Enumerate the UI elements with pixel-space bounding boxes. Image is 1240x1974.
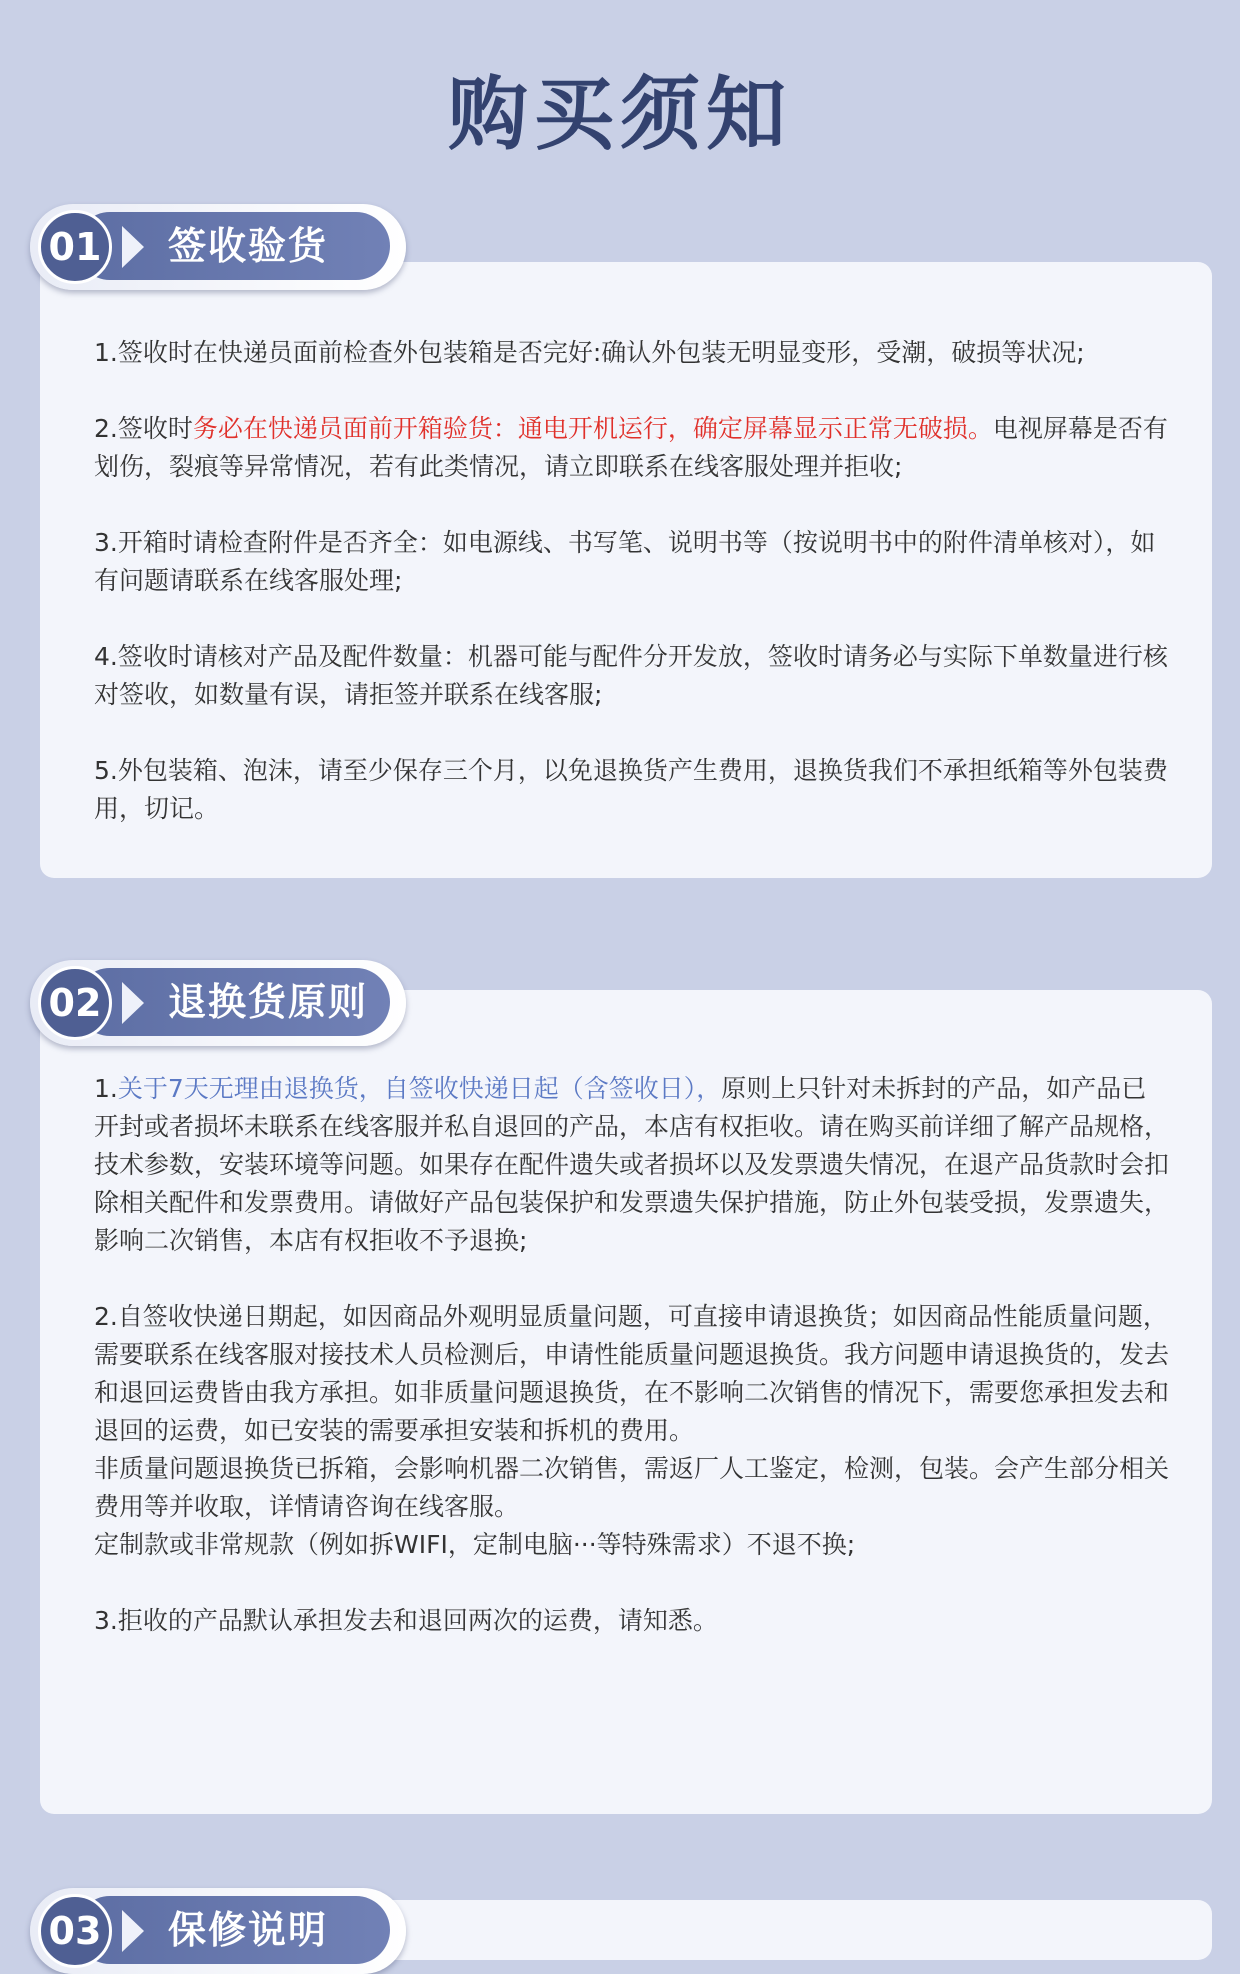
- list-item: 5.外包装箱、泡沫，请至少保存三个月，以免退换货产生费用，退换货我们不承担纸箱等外包装费用，切记。: [94, 756, 1168, 823]
- page-title: 购买须知: [448, 68, 792, 161]
- list-item: 非质量问题退换货已拆箱，会影响机器二次销售，需返厂人工鉴定，检测，包装。会产生部分相关费用等并收取，详情请咨询在线客服。: [94, 1454, 1170, 1521]
- highlight-text: 关于7天无理由退换货，自签收快递日起（含签收日），: [117, 1074, 722, 1103]
- list-item: 1.关于7天无理由退换货，自签收快递日起（含签收日），原则上只针对未拆封的产品，如产品已开封或者损坏未联系在线客服并私自退回的产品，本店有权拒收。请在购买前详细了解产品规格，技术参数，安装环境等问题。如果存在配件遗失或者损坏以及发票遗失情况，在退产品货款时会扣除相关配件和发票费用。请做好产品包装保护和发票遗失保护措施，防止外包装受损，发票遗失，影响二次销售，本店有权拒收不予退换;: [94, 1074, 1170, 1255]
- section-header-receiving: [30, 204, 406, 290]
- section-title: 签收验货: [168, 224, 329, 268]
- list-item: 4.签收时请核对产品及配件数量：机器可能与配件分开发放，签收时请务必与实际下单数量进行核对签收，如数量有误，请拒签并联系在线客服;: [94, 642, 1168, 709]
- list-item: 3.开箱时请检查附件是否齐全：如电源线、书写笔、说明书等（按说明书中的附件清单核对），如有问题请联系在线客服处理;: [94, 528, 1156, 595]
- section-title: 保修说明: [168, 1908, 329, 1952]
- section-content: [94, 1070, 1170, 1640]
- section-header-returns: [30, 960, 406, 1046]
- section-header-warranty: [30, 1888, 406, 1974]
- list-item: 定制款或非常规款（例如拆WIFI，定制电脑···等特殊需求）不退不换;: [94, 1530, 856, 1559]
- section-title: 退换货原则: [168, 980, 369, 1024]
- arrow-icon: [122, 1910, 144, 1952]
- section-card-returns: [40, 990, 1212, 1814]
- arrow-icon: [122, 982, 144, 1024]
- section-number: 03: [38, 1894, 112, 1968]
- arrow-icon: [122, 226, 144, 268]
- warning-text: 务必在快递员面前开箱验货：通电开机运行，确定屏幕显示正常无破损。: [192, 414, 993, 443]
- list-item: 1.签收时在快递员面前检查外包装箱是否完好:确认外包装无明显变形，受潮，破损等状况;: [94, 338, 1085, 367]
- section-content: [94, 334, 1170, 828]
- section-number: 02: [38, 966, 112, 1040]
- list-item: 2.签收时务必在快递员面前开箱验货：通电开机运行，确定屏幕显示正常无破损。电视屏幕是否有划伤，裂痕等异常情况，若有此类情况，请立即联系在线客服处理并拒收;: [94, 414, 1168, 481]
- section-card-receiving: [40, 262, 1212, 878]
- list-item: 3.拒收的产品默认承担发去和退回两次的运费，请知悉。: [94, 1606, 718, 1635]
- list-item: 2.自签收快递日期起，如因商品外观明显质量问题，可直接申请退换货；如因商品性能质量问题，需要联系在线客服对接技术人员检测后，申请性能质量问题退换货。我方问题申请退换货的，发去和退回运费皆由我方承担。如非质量问题退换货，在不影响二次销售的情况下，需要您承担发去和退回的运费，如已安装的需要承担安装和拆机的费用。: [94, 1302, 1170, 1445]
- section-number: 01: [38, 210, 112, 284]
